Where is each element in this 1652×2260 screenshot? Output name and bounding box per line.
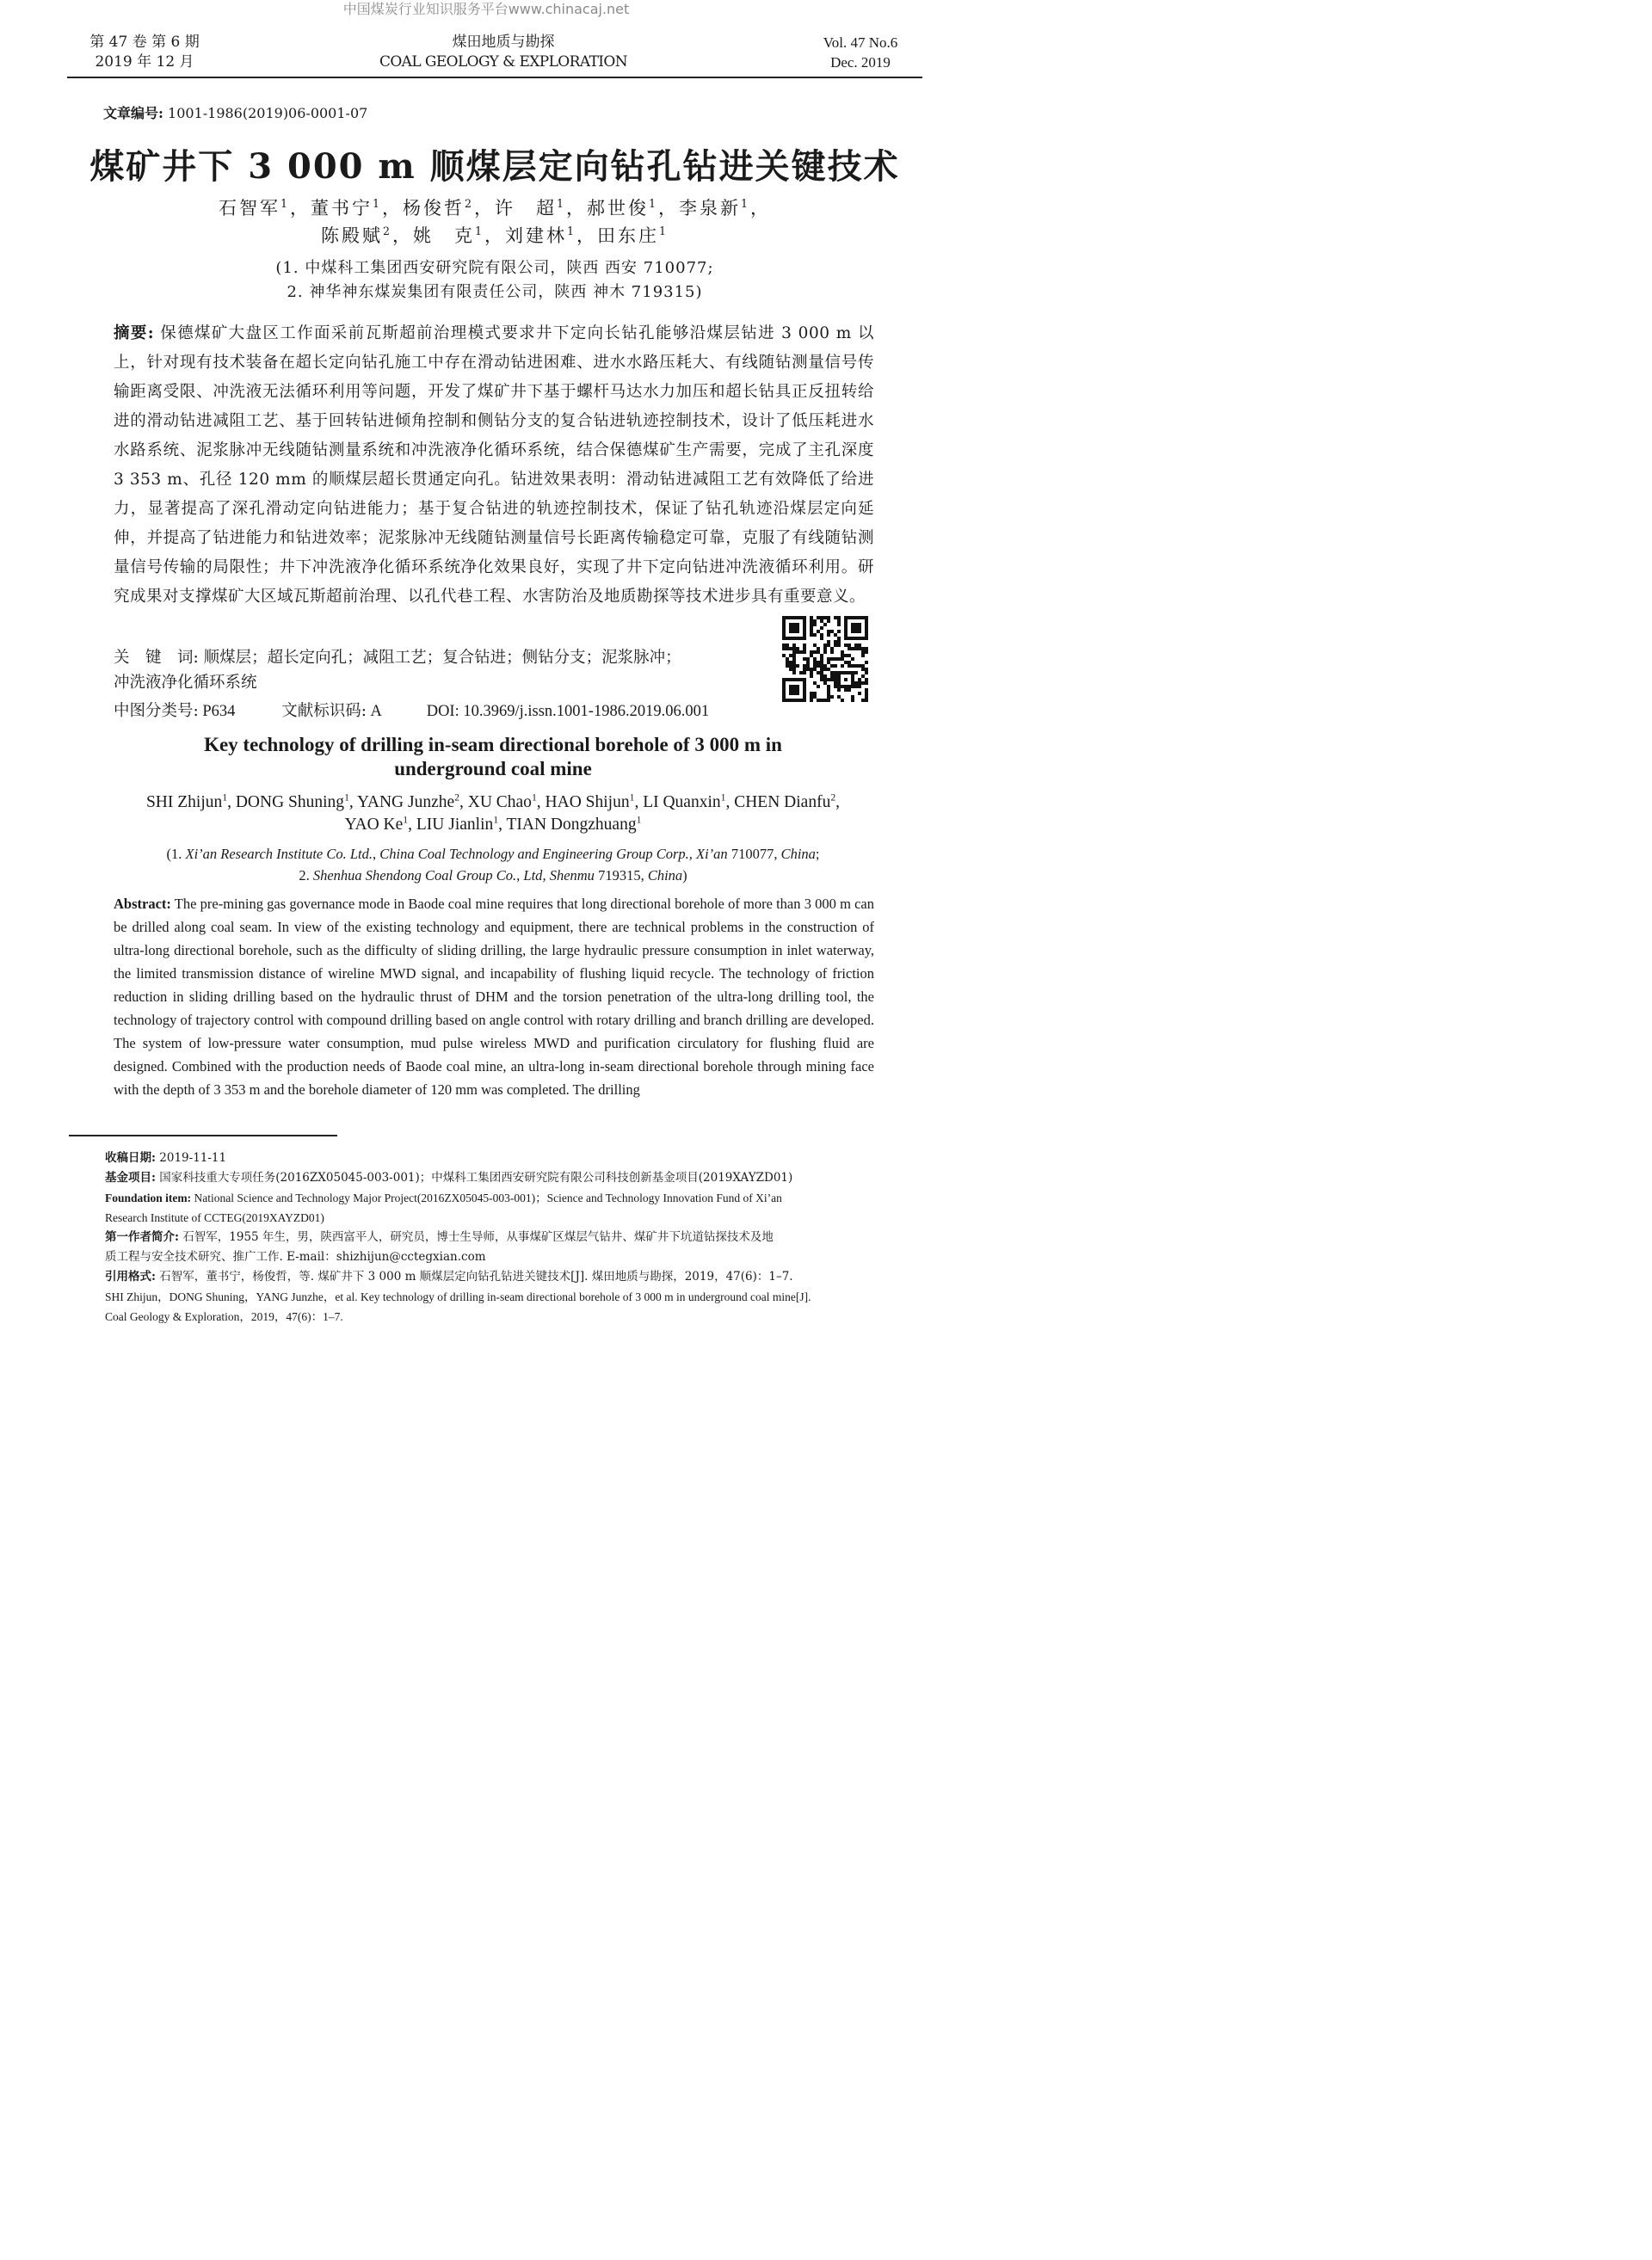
header-volume-issue <box>84 33 205 72</box>
title-en-line1: Key technology of drilling in-seam directional borehole of 3 000 m in <box>204 734 782 755</box>
header-center-line1: 煤田地质与勘探 <box>452 34 555 51</box>
first-author-cont: 质工程与安全技术研究、推广工作. E-mail：shizhijun@cctegxian.com <box>105 1250 486 1264</box>
abstract-en <box>114 892 874 1101</box>
author-cn-b-0: 陈殿赋$^2$， <box>320 225 413 246</box>
keywords-cn-label: 关 键 词: <box>114 649 199 667</box>
footnotes <box>105 1148 918 1327</box>
footnote-rule <box>69 1135 337 1136</box>
authors-en <box>0 791 986 836</box>
received-date: 收稿日期: 2019-11-11 <box>105 1151 227 1165</box>
author-en-b-1: LIU Jianlin$^1$, <box>416 814 507 834</box>
author-cn-2: 杨俊哲$^2$， <box>402 197 495 219</box>
author-en-6: CHEN Dianfu$^2$, <box>734 791 841 811</box>
author-en-1: DONG Shuning$^1$, <box>235 791 357 811</box>
qr-code-icon <box>782 616 868 702</box>
author-cn-b-2: 刘建林$^1$， <box>505 225 598 246</box>
page-title: 煤矿井下 3 000 m 顺煤层定向钻孔钻进关键技术 <box>89 146 900 187</box>
authors-en-line2 <box>0 814 986 836</box>
title-en <box>0 733 986 781</box>
doi[interactable]: DOI: 10.3969/j.issn.1001-1986.2019.06.001 <box>426 703 710 720</box>
keywords-cn-line2: 冲洗液净化循环系统 <box>114 674 257 692</box>
abstract-en-label: Abstract: <box>114 896 171 912</box>
author-en-2: YANG Junzhe$^2$, <box>356 791 468 811</box>
authors-cn-line2 <box>0 222 989 249</box>
affiliation-en-2: 2. Shenhua Shendong Coal Group Co., Ltd, Shenmu 719315, China) <box>299 867 687 884</box>
article-number-label: 文章编号: <box>103 105 163 121</box>
header-right-line1: Vol. 47 No.6 <box>823 34 898 51</box>
author-cn-4: 郝世俊$^1$， <box>587 197 680 219</box>
doc-code-label: 文献标识码: <box>281 702 367 720</box>
author-cn-b-1: 姚 克$^1$， <box>412 225 505 246</box>
author-en-b-2: TIAN Dongzhuang$^1$ <box>506 814 642 834</box>
author-en-3: XU Chao$^1$, <box>467 791 546 811</box>
author-en-b-0: YAO Ke$^1$, <box>344 814 416 834</box>
affiliation-en-1: (1. Xi’an Research Institute Co. Ltd., China Coal Technology and Engineering Group Corp., Xi’an 710077, China; <box>166 846 820 862</box>
fund-cn: 基金项目: 国家科技重大专项任务(2016ZX05045-003-001)；中煤科工集团西安研究院有限公司科技创新基金项目(2019XAYZD01) <box>105 1171 793 1185</box>
affiliations-cn <box>0 256 989 305</box>
foundation-item-cont: Research Institute of CCTEG(2019XAYZD01) <box>105 1211 324 1224</box>
author-en-4: HAO Shijun$^1$, <box>545 791 644 811</box>
author-cn-3: 许 超$^1$， <box>495 197 588 219</box>
classification-line <box>114 699 802 724</box>
article-number <box>103 102 367 122</box>
header-left-line1: 第 47 卷 第 6 期 <box>89 34 200 51</box>
abstract-cn <box>114 319 874 612</box>
header-center-line2: COAL GEOLOGY & EXPLORATION <box>379 53 628 71</box>
citation-en: SHI Zhijun，DONG Shuning，YANG Junzhe，et al. Key technology of drilling in-seam directional borehole of 3 000 m in underground coal mine[J]. <box>105 1290 811 1303</box>
clc-label: 中图分类号: <box>114 702 199 720</box>
title-en-line2: underground coal mine <box>394 758 592 779</box>
authors-cn-line1 <box>0 194 989 222</box>
keywords-cn <box>114 645 776 695</box>
abstract-en-text: The pre-mining gas governance mode in Baode coal mine requires that long directional borehole of more than 3 000 m can be drilled along coal seam. In view of the existing technology and equipment, there are technical problems in the construction of ultra-long directional borehole, such as the difficulty of sliding drilling, the large hydraulic pressure consumption in inlet waterway, the limited transmission distance of wireline MWD signal, and incapability of flushing liquid recycle. The technology of friction reduction in sliding drilling based on the hydraulic thrust of DHM and the torsion penetration of the ultra-long drilling tool, the technology of trajectory control with compound drilling based on angle control with rotary drilling and branch drilling are developed. The system of low-pressure water consumption, mud pulse wireless MWD and purification circulatory for flushing fluid are designed. Combined with the production needs of Baode coal mine, an ultra-long in-seam directional borehole through mining face with the depth of 3 353 m and the borehole diameter of 120 mm was completed. The drilling <box>114 896 874 1098</box>
citation-en-cont: Coal Geology & Exploration，2019，47(6)：1–7. <box>105 1310 343 1323</box>
citation-cn: 引用格式: 石智军，董书宁，杨俊哲，等. 煤矿井下 3 000 m 顺煤层定向钻孔钻进关键技术[J]. 煤田地质与勘探，2019，47(6)：1–7. <box>105 1270 793 1284</box>
clc-value: P634 <box>198 703 236 720</box>
watermark: 中国煤炭行业知识服务平台www.chinacaj.net <box>342 1 630 17</box>
author-cn-b-3: 田东庄$^1$ <box>597 225 669 246</box>
doc-code-value: A <box>366 703 382 720</box>
header-left-line2: 2019 年 12 月 <box>95 53 194 71</box>
authors-en-line1 <box>0 791 986 814</box>
qr-code-graphic <box>782 616 868 702</box>
affiliations-en <box>0 843 986 886</box>
author-cn-1: 董书宁$^1$， <box>310 197 403 219</box>
header-right-line2: Dec. 2019 <box>830 54 891 71</box>
header-rule <box>67 77 922 78</box>
keywords-cn-line1: 顺煤层；超长定向孔；减阻工艺；复合钻进；侧钻分支；泥浆脉冲； <box>198 649 681 667</box>
foundation-item: Foundation item: National Science and Technology Major Project(2016ZX05045-003-001)；Science and Technology Innovation Fund of Xi’an <box>105 1192 782 1204</box>
abstract-cn-text: 保德煤矿大盘区工作面采前瓦斯超前治理模式要求井下定向长钻孔能够沿煤层钻进 3 000 m 以上，针对现有技术装备在超长定向钻孔施工中存在滑动钻进困难、进水水路压耗大、有线随钻测量信号传输距离受限、冲洗液无法循环利用等问题，开发了煤矿井下基于螺杆马达水力加压和超长钻具正反扭转给进的滑动钻进减阻工艺、基于回转钻进倾角控制和侧钻分支的复合钻进轨迹控制技术，设计了低压耗进水水路系统、泥浆脉冲无线随钻测量系统和冲洗液净化循环系统，结合保德煤矿生产需要，完成了主孔深度 3 353 m、孔径 120 mm 的顺煤层超长贯通定向孔。钻进效果表明：滑动钻进减阻工艺有效降低了给进力，显著提高了深孔滑动定向钻进能力；基于复合钻进的轨迹控制技术，保证了钻孔轨迹沿煤层定向延伸，并提高了钻进能力和钻进效率；泥浆脉冲无线随钻测量信号长距离传输稳定可靠，克服了有线随钻测量信号传输的局限性；井下冲洗液净化循环系统净化效果良好，实现了井下定向钻进冲洗液循环利用。研究成果对支撑煤矿大区域瓦斯超前治理、以孔代巷工程、水害防治及地质勘探等技术进步具有重要意义。 <box>114 324 874 606</box>
author-cn-5: 李泉新$^1$， <box>679 197 772 219</box>
header-vol-en <box>800 33 921 72</box>
author-en-5: LI Quanxin$^1$, <box>643 791 735 811</box>
affiliation-cn-1: (1. 中煤科工集团西安研究院有限公司，陕西 西安 710077; <box>275 259 714 277</box>
first-author: 第一作者简介: 石智军，1955 年生，男，陕西富平人，研究员，博士生导师，从事煤矿区煤层气钻井、煤矿井下坑道钻探技术及地 <box>105 1230 774 1244</box>
author-cn-0: 石智军$^1$， <box>218 197 311 219</box>
article-number-value: 1001-1986(2019)06-0001-07 <box>163 105 368 121</box>
header-journal-name <box>357 33 650 72</box>
abstract-cn-label: 摘要: <box>114 324 155 342</box>
author-en-0: SHI Zhijun$^1$, <box>145 791 236 811</box>
affiliation-cn-2: 2. 神华神东煤炭集团有限责任公司，陕西 神木 719315) <box>287 283 703 301</box>
authors-cn <box>0 194 989 249</box>
